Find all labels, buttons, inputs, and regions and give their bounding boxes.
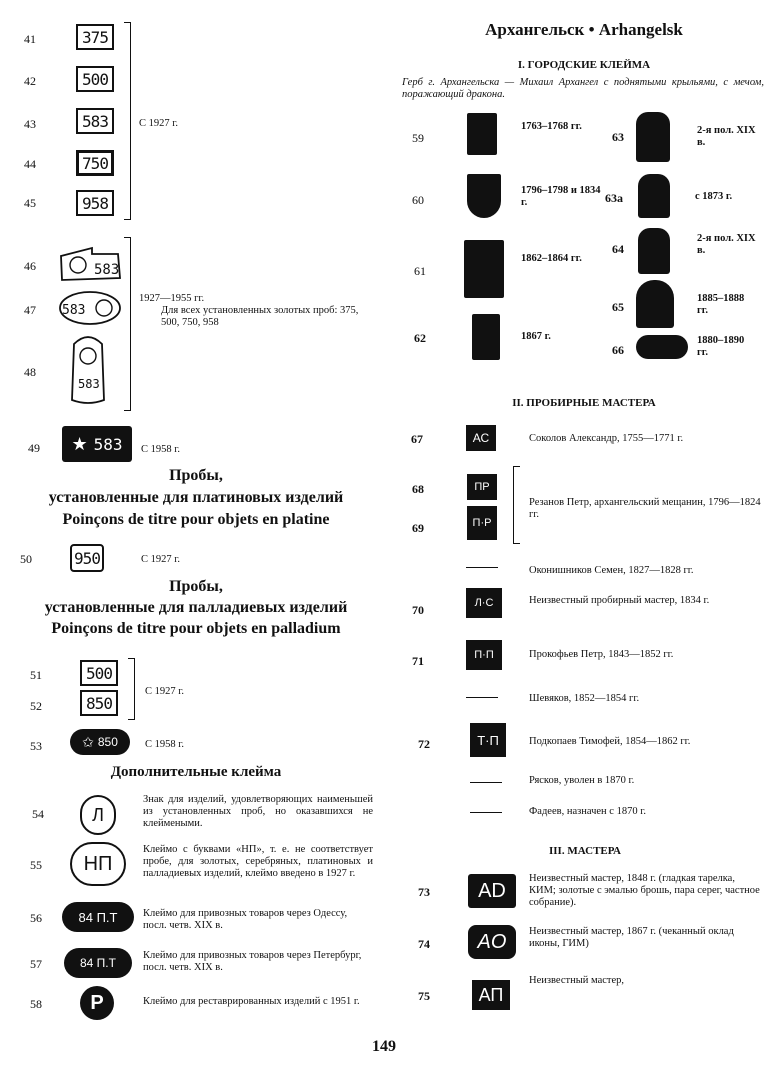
page-number: 149	[372, 1038, 396, 1055]
hallmark-oval: НП	[70, 842, 126, 886]
master-description: Неизвестный мастер, 1867 г. (чеканный оклад иконы, ГИМ)	[529, 926, 734, 949]
hallmark-box: 375	[76, 24, 114, 50]
entry-number: 64	[612, 242, 624, 256]
section-heading: установленные для палладиевых изделий	[44, 599, 348, 616]
entry-number: 75	[418, 989, 430, 1003]
date-note: С 1927 г.	[139, 118, 179, 129]
hallmark-box: 583	[76, 108, 114, 134]
entry-number: 51	[30, 668, 42, 682]
section-heading: II. ПРОБИРНЫЕ МАСТЕРА	[512, 397, 656, 409]
hallmark-text: 850	[97, 735, 118, 749]
entry-number: 71	[412, 654, 424, 668]
date-note: 1796–1798 и 1834 г.	[521, 185, 601, 208]
city-hallmark	[638, 228, 670, 274]
description: Знак для изделий, удовлетворяющих наименьшей из установленных проб, но оказавшихся не клеймеными.	[143, 794, 373, 829]
star-icon: ★	[71, 433, 88, 454]
group-bracket	[513, 466, 520, 544]
assayer-name: Рясков, уволен в 1870 г.	[529, 775, 635, 786]
entry-number: 45	[24, 196, 36, 210]
entry-number: 73	[418, 885, 430, 899]
entry-number: 63	[612, 130, 624, 144]
hallmark-box: 958	[76, 190, 114, 216]
date-note: 2-я пол. XIX в.	[697, 125, 756, 148]
entry-number: 69	[412, 521, 424, 535]
city-hallmark	[638, 174, 670, 218]
entry-number: 50	[20, 552, 32, 566]
entry-number: 62	[414, 331, 426, 345]
city-hallmark	[467, 113, 497, 155]
description: Клеймо для привозных товаров через Одессу, посл. четв. XIX в.	[143, 908, 348, 931]
date-note: с 1873 г.	[695, 191, 733, 202]
group-bracket	[128, 658, 135, 720]
entry-number: 63а	[605, 191, 623, 205]
date-note: 1763–1768 гг.	[521, 121, 582, 132]
entry-number: 49	[28, 441, 40, 455]
assayer-mark: П·П	[466, 640, 502, 670]
entry-number: 46	[24, 259, 36, 273]
assayer-name: Подкопаев Тимофей, 1854—1862 гг.	[529, 736, 691, 747]
entry-number: 48	[24, 365, 36, 379]
hallmark-box: 500	[76, 66, 114, 92]
assayer-mark: АС	[466, 425, 496, 451]
master-description: Неизвестный мастер,	[529, 975, 625, 986]
master-mark: АП	[472, 980, 510, 1010]
assayer-name: Резанов Петр, архангельский мещанин, 1796—1824 гг.	[529, 497, 761, 520]
master-description: Неизвестный мастер, 1848 г. (гладкая тарелка, КИМ; золотые с эмалью брошь, пара серег, частное собрание).	[529, 873, 760, 908]
assayer-name: Оконишников Семен, 1827—1828 гг.	[529, 565, 694, 576]
hallmark-black: 84 П.Т	[62, 902, 134, 932]
city-hallmark	[636, 280, 674, 328]
svg-text:583: 583	[62, 303, 86, 318]
gold-hallmark-images	[58, 244, 124, 410]
city-hallmark	[464, 240, 504, 298]
hallmark-oval: Л	[80, 795, 116, 835]
entry-number: 54	[32, 807, 44, 821]
entry-number: 61	[414, 264, 426, 278]
entry-number: 67	[411, 432, 423, 446]
master-mark: AD	[468, 874, 516, 908]
entry-number: 42	[24, 74, 36, 88]
entry-number: 58	[30, 997, 42, 1011]
date-note: 2-я пол. XIX в.	[697, 233, 756, 256]
assayer-name: Шевяков, 1852—1854 гг.	[529, 693, 640, 704]
entry-number: 47	[24, 303, 36, 317]
svg-text:583: 583	[78, 377, 100, 391]
hallmark-text: 583	[93, 434, 123, 454]
description: Клеймо для реставрированных изделий с 1951 г.	[143, 996, 360, 1007]
entry-number: 57	[30, 957, 42, 971]
date-note: С 1927 г.	[145, 686, 185, 697]
date-note: С 1958 г.	[145, 739, 185, 750]
assayer-name: Неизвестный пробирный мастер, 1834 г.	[529, 595, 710, 606]
master-mark: AO	[468, 925, 516, 959]
city-hallmark	[636, 112, 670, 162]
city-hallmark	[472, 314, 500, 360]
entry-number: 72	[418, 737, 430, 751]
entry-number: 52	[30, 699, 42, 713]
section-heading: Poinçons de titre pour objets en platine	[62, 511, 330, 528]
hallmark-black: Р	[80, 986, 114, 1020]
section-heading: Пробы,	[169, 578, 223, 595]
star-icon: ✩	[82, 733, 94, 750]
group-bracket	[124, 22, 131, 220]
section-heading: Пробы,	[169, 467, 223, 484]
section-heading: I. ГОРОДСКИЕ КЛЕЙМА	[517, 59, 651, 71]
assayer-mark: Л·С	[466, 588, 502, 618]
date-note: С 1958 г.	[141, 444, 181, 455]
assayer-name: Прокофьев Петр, 1843—1852 гг.	[529, 649, 674, 660]
entry-number: 43	[24, 117, 36, 131]
assayer-name: Фадеев, назначен с 1870 г.	[529, 806, 646, 817]
no-mark-dash	[470, 782, 502, 783]
entry-number: 65	[612, 300, 624, 314]
assayer-mark: ПР	[467, 474, 497, 500]
section-heading: установленные для платиновых изделий	[48, 489, 344, 506]
svg-text:583: 583	[94, 262, 120, 278]
assayer-mark: Т·П	[470, 723, 506, 757]
entry-number: 60	[412, 193, 424, 207]
description: Герб г. Архангельска — Михаил Архангел с поднятыми крыльями, с мечом, поражающий дракона.	[402, 77, 764, 100]
hallmark-box: 850	[80, 690, 118, 716]
assayer-name: Соколов Александр, 1755—1771 г.	[529, 433, 684, 444]
date-note: 1880–1890 гг.	[697, 335, 745, 358]
city-hallmark	[636, 335, 688, 359]
entry-number: 53	[30, 739, 42, 753]
hallmark-box: 750	[76, 150, 114, 176]
entry-number: 41	[24, 32, 36, 46]
hallmark-box: 950	[70, 544, 104, 572]
description: Клеймо для привозных товаров через Петербург, посл. четв. XIX в.	[143, 950, 362, 973]
entry-number: 59	[412, 131, 424, 145]
hallmark-box: 500	[80, 660, 118, 686]
no-mark-dash	[470, 812, 502, 813]
no-mark-dash	[466, 697, 498, 698]
entry-number: 44	[24, 157, 36, 171]
group-bracket	[124, 237, 131, 411]
section-heading: Poinçons de titre pour objets en palladium	[51, 620, 341, 637]
hallmark-black	[62, 426, 132, 462]
city-title: Архангельск • Arhangelsk	[485, 20, 683, 39]
entry-number: 56	[30, 911, 42, 925]
date-note: 1862–1864 гг.	[521, 253, 582, 264]
date-note: С 1927 г.	[141, 554, 181, 565]
date-note: 1867 г.	[521, 331, 551, 342]
date-note: 1885–1888 гг.	[697, 293, 745, 316]
assayer-mark: П·Р	[467, 506, 497, 540]
description: Для всех установленных золотых проб: 375, 500, 750, 958	[161, 305, 359, 328]
no-mark-dash	[466, 567, 498, 568]
entry-number: 55	[30, 858, 42, 872]
entry-number: 66	[612, 343, 624, 357]
entry-number: 70	[412, 603, 424, 617]
entry-number: 68	[412, 482, 424, 496]
section-heading: III. МАСТЕРА	[549, 845, 621, 857]
section-heading: Дополнительные клейма	[110, 764, 282, 780]
city-hallmark	[467, 174, 501, 218]
hallmark-black: 84 П.Т	[64, 948, 132, 978]
description: Клеймо с буквами «НП», т. е. не соответствует пробе, для золотых, серебряных, платиновых и палладиевых изделий, клеймо введено в 1927 г.	[143, 844, 373, 879]
entry-number: 74	[418, 937, 430, 951]
date-note: 1927—1955 гг.	[139, 293, 205, 304]
hallmark-black	[70, 729, 130, 755]
